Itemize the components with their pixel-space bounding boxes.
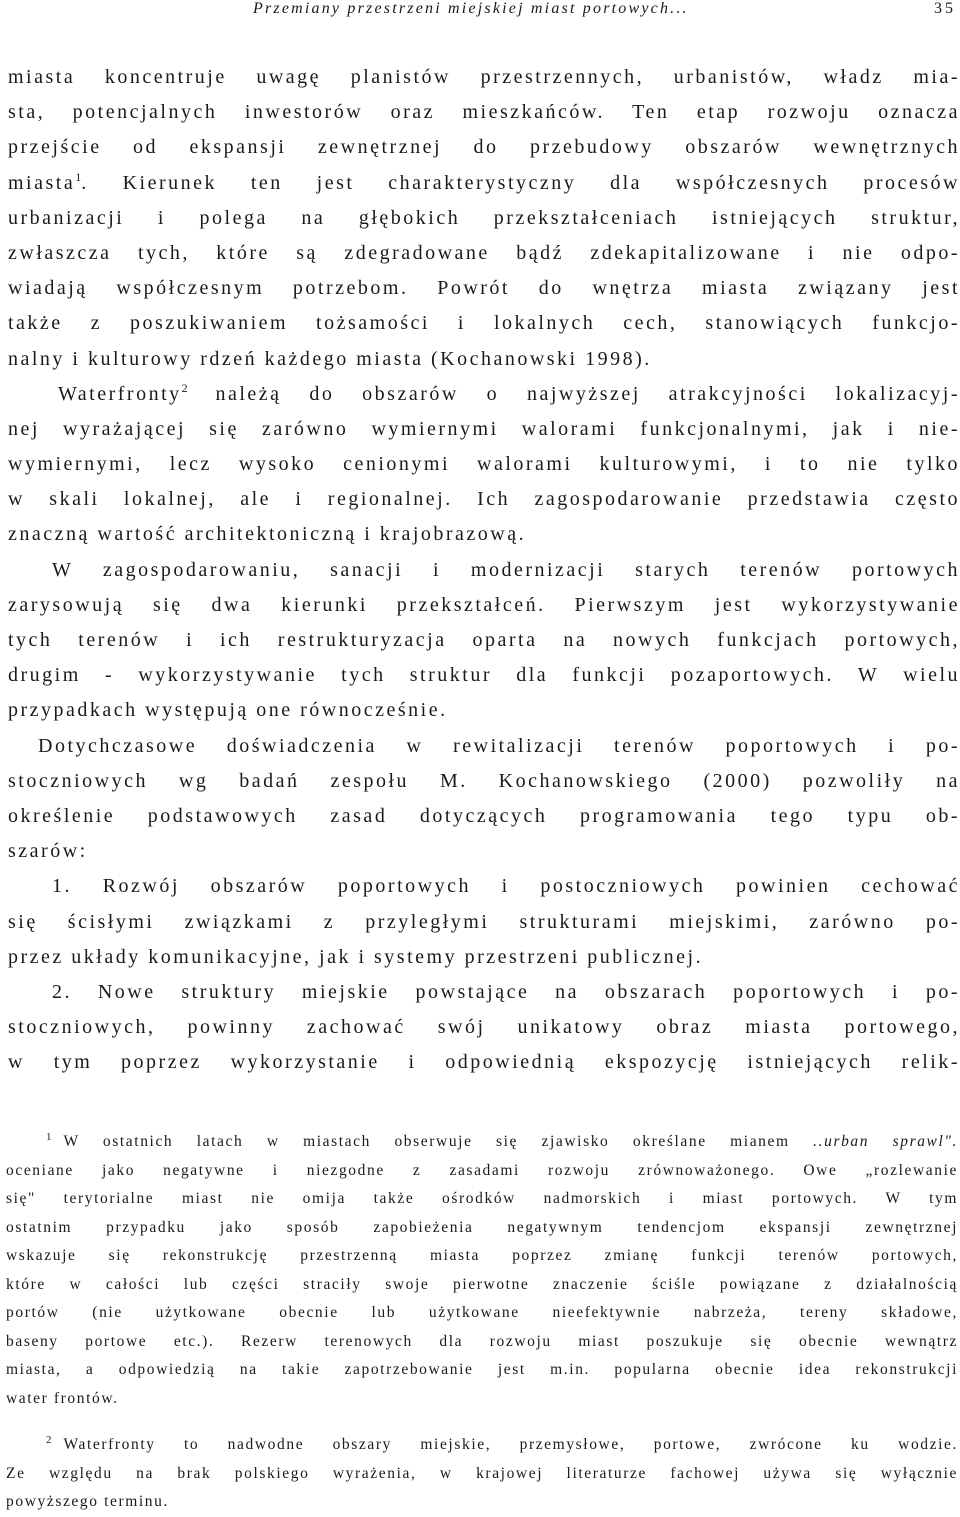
footnote-line: oceniane jako negatywne i niezgodne z zasadami rozwoju zrównoważonego. Owe „rozlewanie: [6, 1161, 958, 1179]
main-text: [8, 60, 960, 1080]
text-line: przejście od ekspansji zewnętrznej do przebudowy obszarów wewnętrznych: [8, 136, 960, 159]
text-line: sta, potencjalnych inwestorów oraz mieszkańców. Ten etap rozwoju oznacza: [8, 101, 960, 124]
text-fragment: miasta: [8, 171, 76, 194]
text-line: przez układy komunikacyjne, jak i systemy przestrzeni publicznej.: [8, 945, 704, 968]
footnote-spacer: [6, 1413, 958, 1431]
text-line: [8, 166, 960, 201]
text-line: 1. Rozwój obszarów poportowych i postoczniowych powinien cechować: [52, 875, 960, 898]
footnote-line: baseny portowe etc.). Rezerw terenowych dla rozwoju miast poszukuje się obecnie wewnątrz: [6, 1332, 958, 1350]
text-line: tych terenów i ich restrukturyzacja oparta na nowych funkcjach portowych,: [8, 629, 960, 651]
text-line: nalny i kulturowy rdzeń każdego miasta (Kochanowski 1998).: [8, 347, 652, 370]
footnote-text: Waterfronty to nadwodne obszary miejskie, przemysłowe, portowe, zwrócone ku wodzie.: [63, 1436, 958, 1453]
text-line: w tym poprzez wykorzystanie i odpowiednią ekspozycję istniejących relik-: [8, 1051, 960, 1074]
text-line: określenie podstawowych zasad dotyczących programowania tego typu ob-: [8, 804, 960, 827]
footnote-number: 1: [46, 1131, 52, 1143]
text-line: 2. Nowe struktury miejskie powstające na obszarach poportowych i po-: [52, 980, 960, 1003]
text-line: stoczniowych wg badań zespołu M. Kochanowskiego (2000) pozwoliły na: [8, 769, 960, 792]
footnote-line: powyższego terminu.: [6, 1493, 169, 1510]
text-line: stoczniowych, powinny zachować swój unikatowy obraz miasta portowego,: [8, 1016, 960, 1039]
footnote-line: wskazuje się rekonstrukcję przestrzenną miasta poprzez zmianę funkcji terenów portowych,: [6, 1247, 958, 1264]
footnote-line: portów (nie użytkowane obecnie lub użytkowane nieefektywnie nabrzeża, tereny składowe,: [6, 1304, 958, 1321]
text-line: drugim - wykorzystywanie tych struktur dla funkcji pozaportowych. W wielu: [8, 664, 960, 687]
footnote-line: [6, 1431, 958, 1460]
text-line: zwłaszcza tych, które są zdegradowane bądź zdekapitalizowane i nie odpo-: [8, 241, 960, 264]
footnote-line: [6, 1128, 958, 1157]
text-line: wiadają współczesnym potrzebom. Powrót do wnętrza miasta związany jest: [8, 277, 960, 300]
text-line: szarów:: [8, 840, 88, 863]
footnote-line: się" terytorialne miast nie omija także ośrodków nadmorskich i miast portowych. W tym: [6, 1190, 958, 1207]
text-fragment: należą do obszarów o najwyższej atrakcyjności lokalizacyj-: [187, 382, 960, 405]
footnote-line: Ze względu na brak polskiego wyrażenia, w krajowej literaturze fachowej używa się wyłącznie: [6, 1464, 958, 1482]
footnote-line: które w całości lub części straciły swoje pierwotne znaczenie ściśle powiązane z działalnością: [6, 1275, 958, 1293]
text-line: urbanizacji i polega na głębokich przekształceniach istniejących struktur,: [8, 206, 960, 229]
footnote-ref: 1: [75, 169, 82, 184]
text-fragment: Waterfronty: [58, 382, 182, 405]
text-line: przypadkach występują one równocześnie.: [8, 699, 448, 722]
running-title: Przemiany przestrzeni miejskiej miast portowych...: [253, 0, 689, 17]
footnote-ref: 2: [181, 380, 188, 395]
page-number: 35: [934, 0, 956, 17]
footnote-text: W ostatnich latach w miastach obserwuje się zjawisko określane mianem: [63, 1133, 814, 1150]
text-line: Dotychczasowe doświadczenia w rewitalizacji terenów poportowych i po-: [38, 734, 960, 757]
text-line: [8, 377, 960, 412]
footnote-number: 2: [46, 1434, 52, 1446]
text-line: W zagospodarowaniu, sanacji i modernizacji starych terenów portowych: [52, 558, 960, 581]
running-header: [0, 0, 960, 26]
text-line: miasta koncentruje uwagę planistów przestrzennych, urbanistów, władz mia-: [8, 66, 960, 88]
text-line: zarysowują się dwa kierunki przekształceń. Pierwszym jest wykorzystywanie: [8, 593, 960, 616]
text-line: wymiernymi, lecz wysoko cenionymi walorami kulturowymi, i to nie tylko: [8, 453, 960, 476]
footnote-line: water frontów.: [6, 1389, 119, 1407]
text-line: nej wyrażającej się zarówno wymiernymi walorami funkcjonalnymi, jak i nie-: [8, 417, 960, 440]
footnote-line: miasta, a odpowiedzią na takie zapotrzebowanie jest m.in. popularna obecnie idea rekonstrukcji: [6, 1361, 958, 1378]
footnote-line: ostatnim przypadku jako sposób zapobieżenia negatywnym tendencjom ekspansji zewnętrznej: [6, 1218, 958, 1236]
text-line: znaczną wartość architektoniczną i krajobrazową.: [8, 523, 527, 546]
footnote-term: ..urban sprawl".: [813, 1133, 958, 1150]
text-line: także z poszukiwaniem tożsamości i lokalnych cech, stanowiących funkcjo-: [8, 312, 960, 335]
text-line: się ścisłymi związkami z przyległymi strukturami miejskimi, zarówno po-: [8, 910, 960, 933]
footnotes: [6, 1128, 958, 1517]
text-line: w skali lokalnej, ale i regionalnej. Ich zagospodarowanie przedstawia często: [8, 488, 960, 511]
text-fragment: . Kierunek ten jest charakterystyczny dla współczesnych procesów: [81, 171, 960, 194]
